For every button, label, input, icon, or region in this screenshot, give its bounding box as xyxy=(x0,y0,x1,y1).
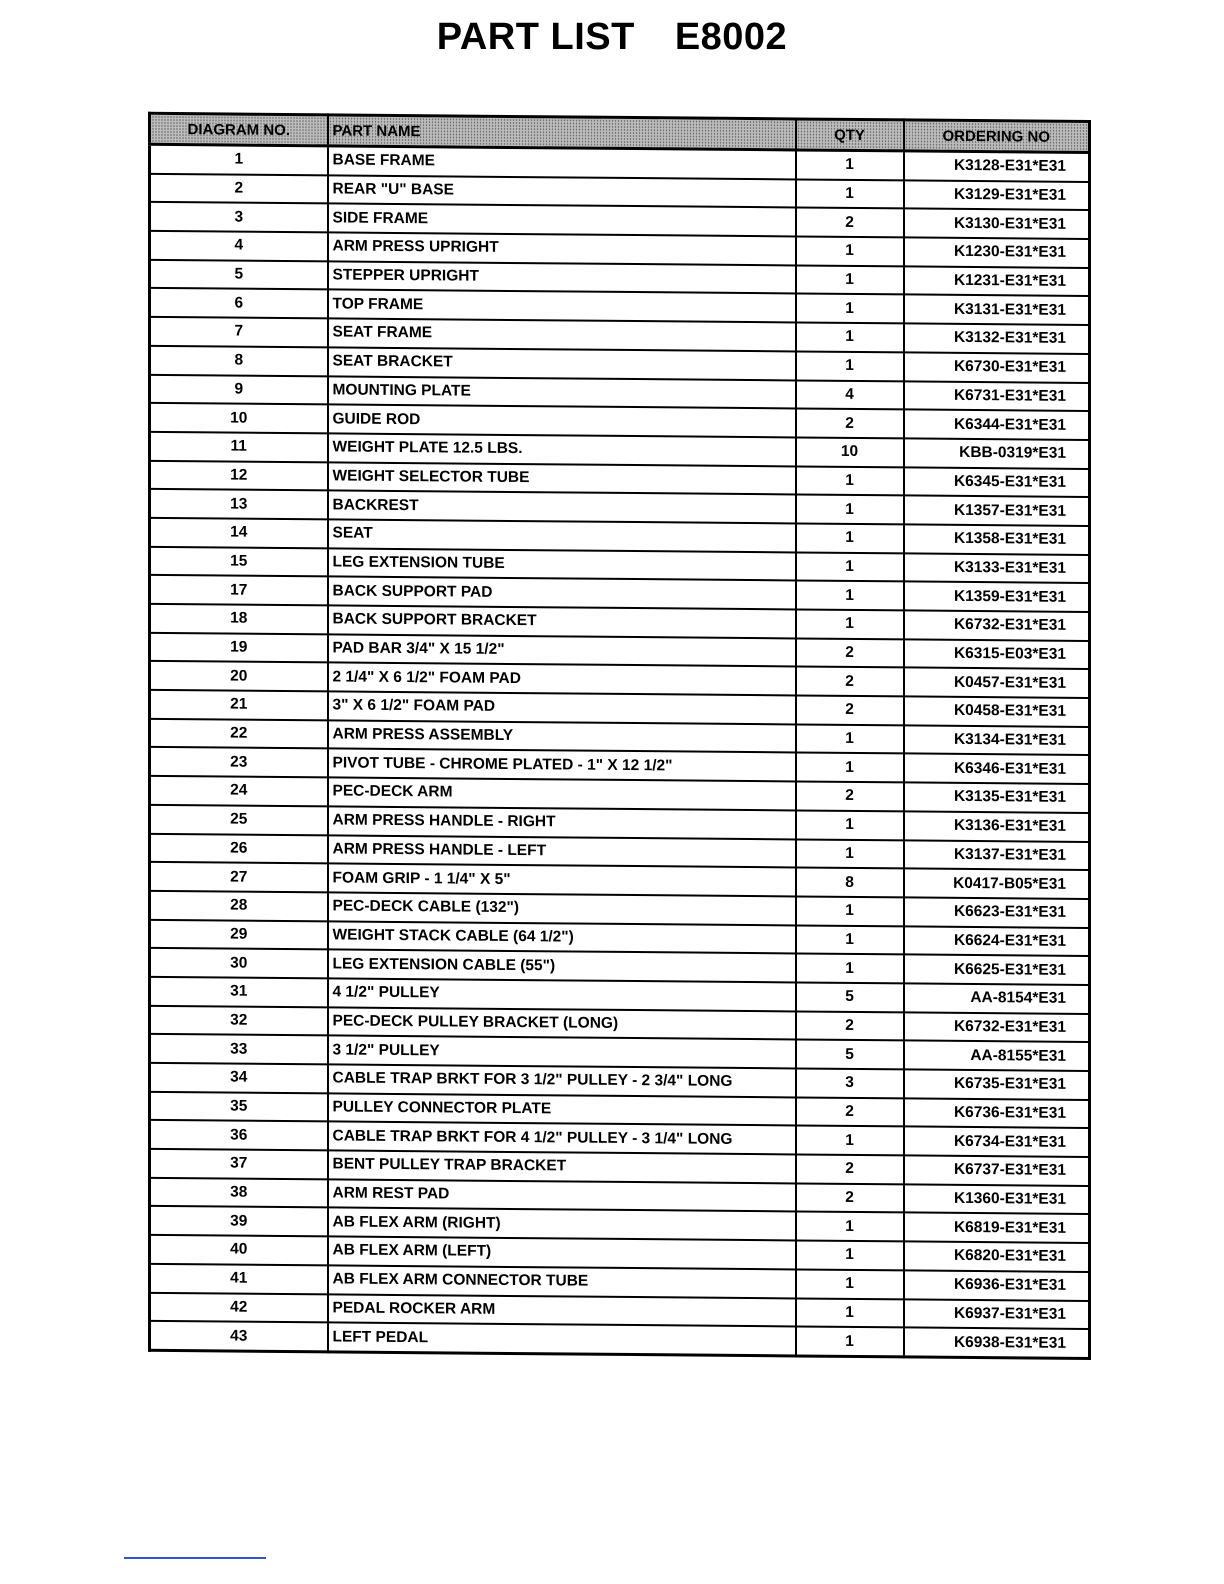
diagram-no-cell: 7 xyxy=(150,317,328,347)
diagram-no-cell: 12 xyxy=(150,460,328,490)
ordering-no-cell: K6734-E31*E31 xyxy=(904,1127,1090,1157)
part-name-cell: BACKREST xyxy=(328,491,796,524)
diagram-no-cell: 27 xyxy=(150,862,328,892)
part-name-cell: PIVOT TUBE - CHROME PLATED - 1" X 12 1/2" xyxy=(328,749,796,782)
ordering-no-cell: K3135-E31*E31 xyxy=(904,783,1090,813)
col-header-ordering-no: ORDERING NO xyxy=(904,120,1090,153)
qty-cell: 3 xyxy=(796,1068,904,1098)
parts-table-body xyxy=(150,144,1090,1358)
ordering-no-cell: K6345-E31*E31 xyxy=(904,467,1090,497)
part-name-cell: REAR "U" BASE xyxy=(328,175,796,208)
ordering-no-cell: K6315-E03*E31 xyxy=(904,639,1090,669)
diagram-no-cell: 34 xyxy=(150,1063,328,1093)
diagram-no-cell: 36 xyxy=(150,1120,328,1150)
title-text: PART LIST xyxy=(436,16,635,58)
ordering-no-cell: K0417-B05*E31 xyxy=(904,869,1090,899)
part-name-cell: ARM PRESS HANDLE - RIGHT xyxy=(328,806,796,839)
qty-cell: 1 xyxy=(796,179,904,209)
qty-cell: 1 xyxy=(796,1298,904,1328)
diagram-no-cell: 21 xyxy=(150,690,328,720)
ordering-no-cell: K6736-E31*E31 xyxy=(904,1098,1090,1128)
part-name-cell: WEIGHT SELECTOR TUBE xyxy=(328,462,796,495)
part-name-cell: 2 1/4" X 6 1/2" FOAM PAD xyxy=(328,663,796,696)
diagram-no-cell: 13 xyxy=(150,489,328,519)
qty-cell: 1 xyxy=(796,1212,904,1242)
qty-cell: 2 xyxy=(796,208,904,238)
part-name-cell: WEIGHT PLATE 12.5 LBS. xyxy=(328,433,796,466)
qty-cell: 1 xyxy=(796,753,904,783)
ordering-no-cell: K6344-E31*E31 xyxy=(904,410,1090,440)
part-name-cell: ARM PRESS HANDLE - LEFT xyxy=(328,835,796,868)
qty-cell: 5 xyxy=(796,1040,904,1070)
part-name-cell: LEG EXTENSION CABLE (55") xyxy=(328,950,796,983)
diagram-no-cell: 39 xyxy=(150,1206,328,1236)
part-name-cell: 3 1/2" PULLEY xyxy=(328,1036,796,1069)
ordering-no-cell: AA-8154*E31 xyxy=(904,983,1090,1013)
diagram-no-cell: 9 xyxy=(150,374,328,404)
ordering-no-cell: K1360-E31*E31 xyxy=(904,1184,1090,1214)
part-name-cell: GUIDE ROD xyxy=(328,405,796,438)
ordering-no-cell: K1357-E31*E31 xyxy=(904,496,1090,526)
diagram-no-cell: 26 xyxy=(150,833,328,863)
part-name-cell: PEC-DECK PULLEY BRACKET (LONG) xyxy=(328,1007,796,1040)
qty-cell: 8 xyxy=(796,868,904,898)
diagram-no-cell: 8 xyxy=(150,346,328,376)
ordering-no-cell: K3136-E31*E31 xyxy=(904,811,1090,841)
qty-cell: 1 xyxy=(796,552,904,582)
diagram-no-cell: 40 xyxy=(150,1235,328,1265)
qty-cell: 1 xyxy=(796,925,904,955)
qty-cell: 10 xyxy=(796,437,904,467)
part-name-cell: AB FLEX ARM (LEFT) xyxy=(328,1236,796,1269)
qty-cell: 5 xyxy=(796,982,904,1012)
part-name-cell: CABLE TRAP BRKT FOR 3 1/2" PULLEY - 2 3/4" LONG xyxy=(328,1064,796,1097)
qty-cell: 2 xyxy=(796,667,904,697)
ordering-no-cell: K6938-E31*E31 xyxy=(904,1328,1090,1359)
diagram-no-cell: 11 xyxy=(150,432,328,462)
qty-cell: 1 xyxy=(796,954,904,984)
ordering-no-cell: K3128-E31*E31 xyxy=(904,151,1090,182)
qty-cell: 1 xyxy=(796,1241,904,1271)
col-header-diagram-no: DIAGRAM NO. xyxy=(150,113,328,146)
diagram-no-cell: 33 xyxy=(150,1034,328,1064)
qty-cell: 2 xyxy=(796,638,904,668)
part-name-cell: WEIGHT STACK CABLE (64 1/2") xyxy=(328,921,796,954)
ordering-no-cell: KBB-0319*E31 xyxy=(904,438,1090,468)
qty-cell: 1 xyxy=(796,724,904,754)
part-name-cell: PAD BAR 3/4" X 15 1/2" xyxy=(328,634,796,667)
diagram-no-cell: 18 xyxy=(150,604,328,634)
part-name-cell: BACK SUPPORT PAD xyxy=(328,577,796,610)
qty-cell: 1 xyxy=(796,1126,904,1156)
diagram-no-cell: 3 xyxy=(150,202,328,232)
diagram-no-cell: 19 xyxy=(150,632,328,662)
qty-cell: 1 xyxy=(796,609,904,639)
diagram-no-cell: 37 xyxy=(150,1149,328,1179)
diagram-no-cell: 38 xyxy=(150,1178,328,1208)
qty-cell: 4 xyxy=(796,380,904,410)
qty-cell: 1 xyxy=(796,150,904,180)
part-name-cell: BASE FRAME xyxy=(328,146,796,179)
part-name-cell: PEC-DECK ARM xyxy=(328,777,796,810)
ordering-no-cell: K6737-E31*E31 xyxy=(904,1155,1090,1185)
part-name-cell: FOAM GRIP - 1 1/4" X 5" xyxy=(328,864,796,897)
qty-cell: 1 xyxy=(796,466,904,496)
ordering-no-cell: K1230-E31*E31 xyxy=(904,237,1090,267)
ordering-no-cell: K6625-E31*E31 xyxy=(904,955,1090,985)
diagram-no-cell: 29 xyxy=(150,919,328,949)
qty-cell: 2 xyxy=(796,1011,904,1041)
qty-cell: 1 xyxy=(796,523,904,553)
part-name-cell: LEG EXTENSION TUBE xyxy=(328,548,796,581)
diagram-no-cell: 31 xyxy=(150,977,328,1007)
part-name-cell: PEDAL ROCKER ARM xyxy=(328,1294,796,1327)
ordering-no-cell: K6820-E31*E31 xyxy=(904,1242,1090,1272)
ordering-no-cell: K1358-E31*E31 xyxy=(904,524,1090,554)
qty-cell: 1 xyxy=(796,294,904,324)
parts-table xyxy=(148,112,1091,1360)
diagram-no-cell: 25 xyxy=(150,805,328,835)
diagram-no-cell: 14 xyxy=(150,518,328,548)
part-name-cell: PEC-DECK CABLE (132") xyxy=(328,892,796,925)
diagram-no-cell: 20 xyxy=(150,661,328,691)
ordering-no-cell: K6936-E31*E31 xyxy=(904,1270,1090,1300)
diagram-no-cell: 5 xyxy=(150,260,328,290)
diagram-no-cell: 2 xyxy=(150,173,328,203)
ordering-no-cell: K6735-E31*E31 xyxy=(904,1069,1090,1099)
diagram-no-cell: 43 xyxy=(150,1321,328,1352)
qty-cell: 2 xyxy=(796,782,904,812)
ordering-no-cell: K6732-E31*E31 xyxy=(904,610,1090,640)
diagram-no-cell: 4 xyxy=(150,231,328,261)
parts-sheet xyxy=(148,112,1088,1360)
diagram-no-cell: 41 xyxy=(150,1264,328,1294)
diagram-no-cell: 1 xyxy=(150,144,328,175)
ordering-no-cell: K3131-E31*E31 xyxy=(904,295,1090,325)
part-name-cell: CABLE TRAP BRKT FOR 4 1/2" PULLEY - 3 1/4" LONG xyxy=(328,1122,796,1155)
part-name-cell: AB FLEX ARM (RIGHT) xyxy=(328,1208,796,1241)
ordering-no-cell: K6346-E31*E31 xyxy=(904,754,1090,784)
qty-cell: 2 xyxy=(796,409,904,439)
qty-cell: 2 xyxy=(796,1155,904,1185)
part-name-cell: SIDE FRAME xyxy=(328,204,796,237)
diagram-no-cell: 30 xyxy=(150,948,328,978)
qty-cell: 1 xyxy=(796,351,904,381)
diagram-no-cell: 24 xyxy=(150,776,328,806)
qty-cell: 1 xyxy=(796,323,904,353)
ordering-no-cell: K6624-E31*E31 xyxy=(904,926,1090,956)
qty-cell: 1 xyxy=(796,1269,904,1299)
qty-cell: 1 xyxy=(796,237,904,267)
diagram-no-cell: 6 xyxy=(150,288,328,318)
ordering-no-cell: K6937-E31*E31 xyxy=(904,1299,1090,1329)
ordering-no-cell: K3137-E31*E31 xyxy=(904,840,1090,870)
part-name-cell: LEFT PEDAL xyxy=(328,1323,796,1356)
qty-cell: 2 xyxy=(796,1183,904,1213)
diagram-no-cell: 35 xyxy=(150,1091,328,1121)
qty-cell: 1 xyxy=(796,581,904,611)
qty-cell: 1 xyxy=(796,265,904,295)
qty-cell: 1 xyxy=(796,495,904,525)
ordering-no-cell: K3132-E31*E31 xyxy=(904,324,1090,354)
qty-cell: 1 xyxy=(796,896,904,926)
part-name-cell: SEAT FRAME xyxy=(328,318,796,351)
ordering-no-cell: K3134-E31*E31 xyxy=(904,725,1090,755)
ordering-no-cell: K6819-E31*E31 xyxy=(904,1213,1090,1243)
col-header-qty: QTY xyxy=(796,119,904,151)
ordering-no-cell: K3130-E31*E31 xyxy=(904,209,1090,239)
footer-rule xyxy=(124,1557,266,1559)
col-header-part-name: PART NAME xyxy=(328,115,796,150)
diagram-no-cell: 32 xyxy=(150,1005,328,1035)
part-name-cell: ARM REST PAD xyxy=(328,1179,796,1212)
diagram-no-cell: 23 xyxy=(150,747,328,777)
part-name-cell: SEAT xyxy=(328,519,796,552)
page-title xyxy=(0,16,1224,59)
part-name-cell: ARM PRESS ASSEMBLY xyxy=(328,720,796,753)
part-name-cell: MOUNTING PLATE xyxy=(328,376,796,409)
ordering-no-cell: K3129-E31*E31 xyxy=(904,180,1090,210)
ordering-no-cell: K0458-E31*E31 xyxy=(904,696,1090,726)
ordering-no-cell: AA-8155*E31 xyxy=(904,1041,1090,1071)
qty-cell: 1 xyxy=(796,810,904,840)
ordering-no-cell: K3133-E31*E31 xyxy=(904,553,1090,583)
ordering-no-cell: K6623-E31*E31 xyxy=(904,897,1090,927)
part-name-cell: BACK SUPPORT BRACKET xyxy=(328,605,796,638)
ordering-no-cell: K6731-E31*E31 xyxy=(904,381,1090,411)
ordering-no-cell: K1231-E31*E31 xyxy=(904,266,1090,296)
diagram-no-cell: 42 xyxy=(150,1292,328,1322)
diagram-no-cell: 15 xyxy=(150,546,328,576)
diagram-no-cell: 22 xyxy=(150,719,328,749)
part-name-cell: 3" X 6 1/2" FOAM PAD xyxy=(328,691,796,724)
diagram-no-cell: 28 xyxy=(150,891,328,921)
model-number: E8002 xyxy=(674,16,788,58)
ordering-no-cell: K1359-E31*E31 xyxy=(904,582,1090,612)
part-name-cell: STEPPER UPRIGHT xyxy=(328,261,796,294)
part-name-cell: TOP FRAME xyxy=(328,290,796,323)
qty-cell: 1 xyxy=(796,839,904,869)
part-name-cell: AB FLEX ARM CONNECTOR TUBE xyxy=(328,1265,796,1298)
part-name-cell: 4 1/2" PULLEY xyxy=(328,978,796,1011)
qty-cell: 1 xyxy=(796,1327,904,1357)
qty-cell: 2 xyxy=(796,1097,904,1127)
ordering-no-cell: K0457-E31*E31 xyxy=(904,668,1090,698)
qty-cell: 2 xyxy=(796,696,904,726)
part-name-cell: PULLEY CONNECTOR PLATE xyxy=(328,1093,796,1126)
ordering-no-cell: K6732-E31*E31 xyxy=(904,1012,1090,1042)
diagram-no-cell: 10 xyxy=(150,403,328,433)
diagram-no-cell: 17 xyxy=(150,575,328,605)
part-name-cell: ARM PRESS UPRIGHT xyxy=(328,232,796,265)
ordering-no-cell: K6730-E31*E31 xyxy=(904,352,1090,382)
part-name-cell: SEAT BRACKET xyxy=(328,347,796,380)
part-name-cell: BENT PULLEY TRAP BRACKET xyxy=(328,1150,796,1183)
